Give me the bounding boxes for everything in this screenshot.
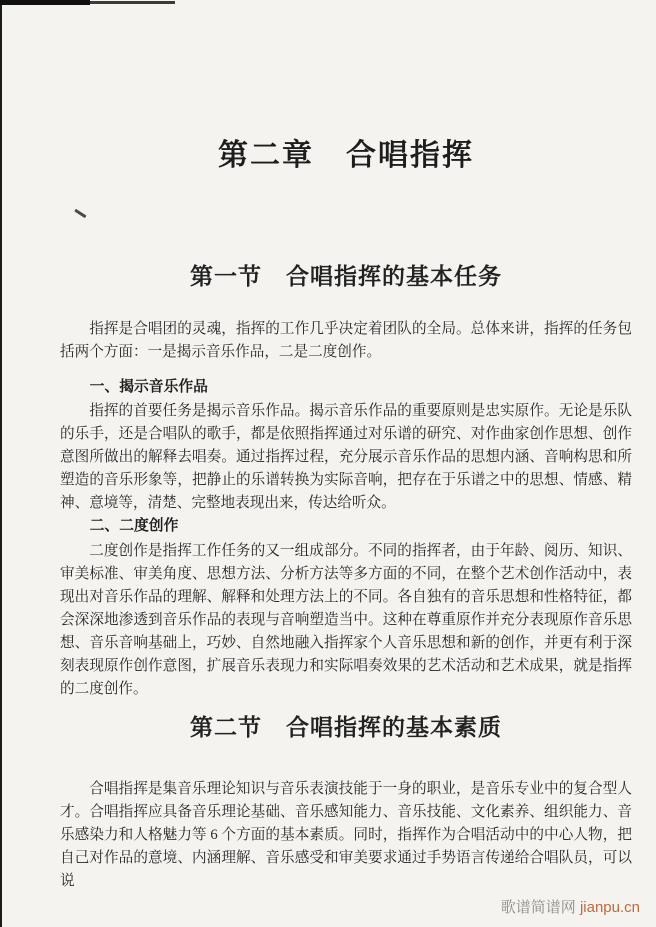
section-2-title: 第二节 合唱指挥的基本素质 — [190, 715, 502, 740]
watermark — [501, 899, 640, 917]
watermark-site-url: jianpu.cn — [579, 899, 640, 916]
subsection-1-heading: 一、揭示音乐作品 — [89, 379, 208, 395]
book-page — [60, 0, 632, 893]
subsection-2-paragraph: 二度创作是指挥工作任务的又一组成部分。不同的指挥者，由于年龄、阅历、知识、审美标准、审美角度、思想方法、分析方法等多方面的不同，在整个艺术创作活动中，表现出对音乐作品的理解、解释和处理方法上的不同。各自独有的音乐思想和性格特征，都会深深地渗透到音乐作品的表现与音响塑造当中。这种在尊重原作并充分表现原作音乐思想、音乐音响基础上，巧妙、自然地融入指挥家个人音乐思想和新的创作，并更有利于深刻表现原作创作意图，扩展音乐表现力和实际唱奏效果的艺术活动和艺术成果，就是指挥的二度创作。 — [60, 543, 632, 697]
subsection-1-paragraph: 指挥的首要任务是揭示音乐作品。揭示音乐作品的重要原则是忠实原作。无论是乐队的乐手，还是合唱队的歌手，都是依照指挥通过对乐谱的研究、对作曲家创作思想、创作意图所做出的解释去唱奏。通过指挥过程，充分展示音乐作品的思想内涵、音响构思和所塑造的音乐形象等，把静止的乐谱转换为实际音响，把存在于乐谱之中的思想、情感、精神、意境等，清楚、完整地表现出来，传达给听众。 — [60, 403, 632, 511]
scan-edge-left — [0, 0, 2, 927]
section-1-title: 第一节 合唱指挥的基本任务 — [190, 264, 502, 289]
chapter-title: 第二章 合唱指挥 — [218, 139, 474, 172]
subsection-2-heading: 二、二度创作 — [89, 518, 179, 534]
section-1-intro-paragraph: 指挥是合唱团的灵魂，指挥的工作几乎决定着团队的全局。总体来讲，指挥的任务包括两个方面：一是揭示音乐作品，二是二度创作。 — [60, 321, 632, 360]
watermark-site-name: 歌谱简谱网 — [500, 899, 576, 916]
section-2-intro-paragraph: 合唱指挥是集音乐理论知识与音乐表演技能于一身的职业，是音乐专业中的复合型人才。合唱指挥应具备音乐理论基础、音乐感知能力、音乐技能、文化素养、组织能力、音乐感染力和人格魅力等 6 个方面的基本素质。同时，指挥作为合唱活动中的中心人物，把自己对作品的意境、内涵理解、音乐感受和审美要求通过手势语言传递给合唱队员，可以说 — [60, 781, 632, 889]
